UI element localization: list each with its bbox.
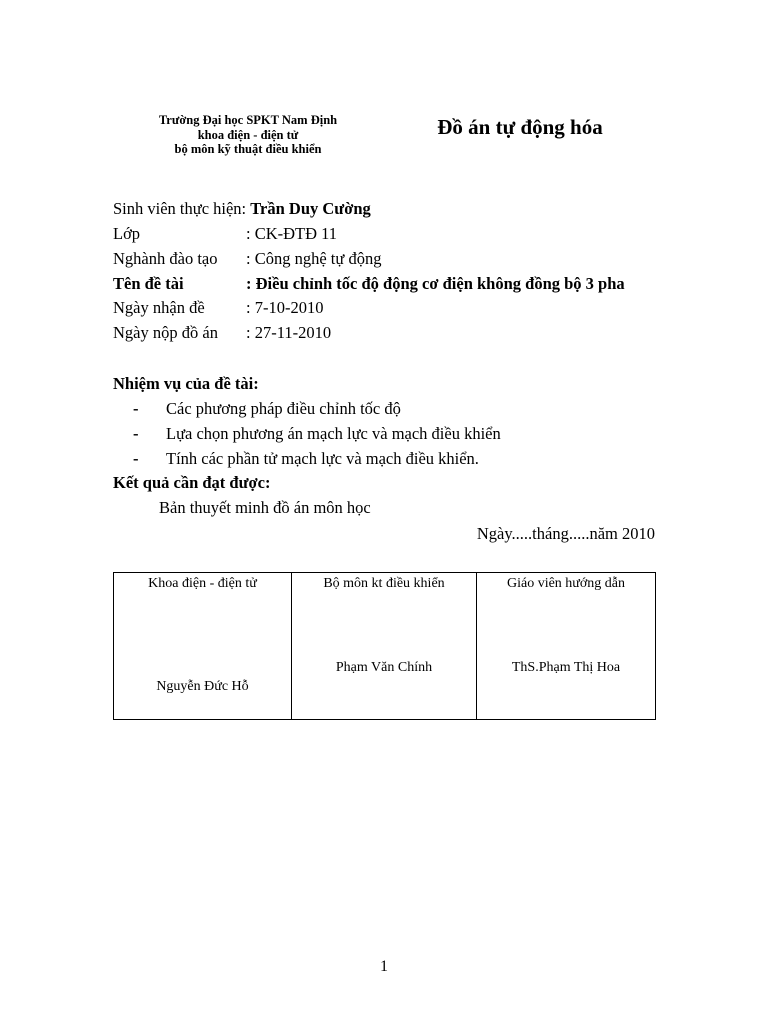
class-label: Lớp xyxy=(113,224,141,243)
task-text: Lựa chọn phương án mạch lực và mạch điều khiển xyxy=(166,424,501,443)
page-number: 1 xyxy=(380,958,388,975)
task-item xyxy=(133,449,479,469)
received-value: : 7-10-2010 xyxy=(246,298,324,317)
result-text: Bản thuyết minh đồ án môn học xyxy=(159,498,371,517)
tasks-heading: Nhiệm vụ của đề tài: xyxy=(113,374,259,393)
task-item xyxy=(133,424,501,444)
school-block xyxy=(140,113,356,157)
topic-row xyxy=(113,274,625,294)
department-name: bộ môn kỹ thuật điều khiển xyxy=(174,142,322,156)
task-item xyxy=(133,399,401,419)
submitted-row xyxy=(113,323,331,343)
topic-label: Tên đề tài xyxy=(113,274,184,293)
student-name: Trần Duy Cường xyxy=(250,199,371,218)
document-title: Đồ án tự động hóa xyxy=(437,115,603,139)
submitted-value: : 27-11-2010 xyxy=(246,323,332,342)
bullet-dash: - xyxy=(133,449,139,468)
class-row xyxy=(113,224,337,244)
signature-title: Giáo viên hướng dẫn xyxy=(506,576,626,591)
signature-cell xyxy=(292,573,477,720)
signature-table xyxy=(113,572,656,720)
signature-title: Khoa điện - điện tử xyxy=(148,576,257,591)
school-name: Trường Đại học SPKT Nam Định xyxy=(158,113,338,127)
signature-title: Bộ môn kt điều khiển xyxy=(323,576,445,591)
signature-cell xyxy=(477,573,656,720)
faculty-name: khoa điện - điện tử xyxy=(197,127,299,142)
major-row xyxy=(113,249,381,269)
signature-name: Nguyễn Đức Hỗ xyxy=(156,679,249,694)
task-text: Tính các phần tử mạch lực và mạch điều khiển. xyxy=(166,449,479,468)
submitted-label: Ngày nộp đồ án xyxy=(113,323,218,342)
student-row xyxy=(113,199,371,219)
signature-name: Phạm Văn Chính xyxy=(335,660,433,675)
topic-value: : Điều chỉnh tốc độ động cơ điện không đồng bộ 3 pha xyxy=(246,274,625,293)
bullet-dash: - xyxy=(133,399,139,418)
student-label: Sinh viên thực hiện: xyxy=(113,199,251,218)
major-value: : Công nghệ tự động xyxy=(246,249,382,268)
major-label: Nghành đào tạo xyxy=(113,249,218,268)
received-label: Ngày nhận đề xyxy=(113,298,205,317)
result-heading: Kết quả cần đạt được: xyxy=(113,473,271,492)
task-text: Các phương pháp điều chỉnh tốc độ xyxy=(166,399,401,418)
class-value: : CK-ĐTĐ 11 xyxy=(246,224,338,243)
signature-cell xyxy=(114,573,292,720)
bullet-dash: - xyxy=(133,424,139,443)
signature-name: ThS.Phạm Thị Hoa xyxy=(511,660,621,675)
date-line: Ngày.....tháng.....năm 2010 xyxy=(476,524,655,543)
received-row xyxy=(113,298,323,318)
